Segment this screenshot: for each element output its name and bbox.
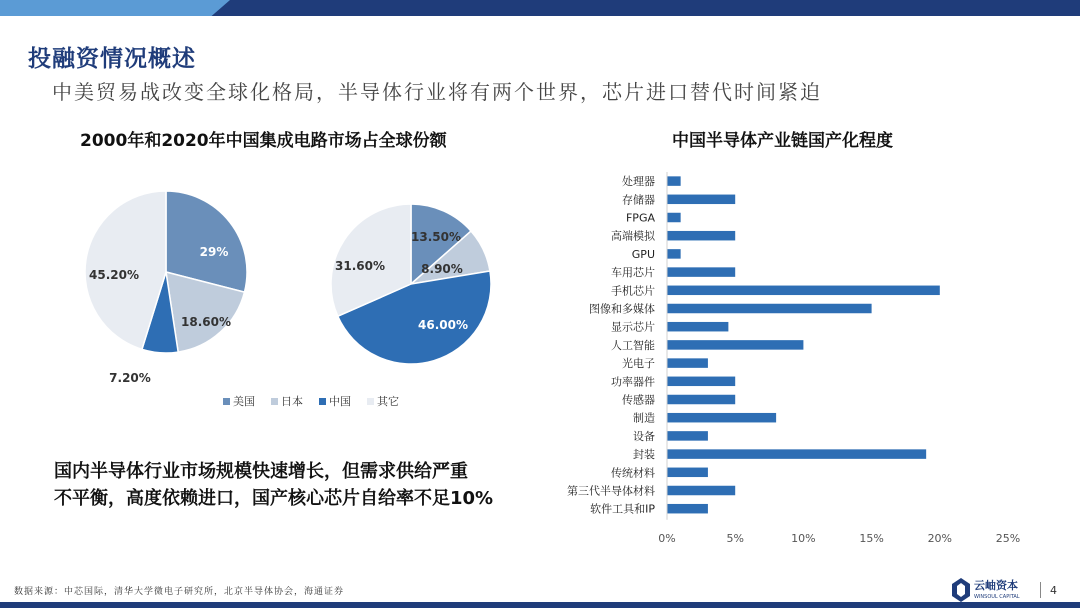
bar-category-label-17: 传统材料 (611, 466, 655, 480)
bar-category-label-13: 传感器 (622, 393, 655, 407)
bar-13 (667, 395, 735, 405)
bar-category-label-5: GPU (631, 247, 655, 261)
pie1-label-3: 7.20% (109, 371, 151, 385)
bar-category-label-14: 制造 (633, 411, 655, 425)
bar-category-label-4: 高端模拟 (611, 229, 655, 243)
statement-line-1: 国内半导体行业市场规模快速增长，但需求供给严重 (54, 461, 468, 482)
bar-category-label-2: 存储器 (622, 193, 655, 207)
bar-x-tick-5: 20% (927, 531, 953, 545)
bar-1 (667, 176, 681, 186)
logo-subtext: WINSOUL CAPITAL (974, 594, 1020, 600)
bar-category-label-8: 图像和多媒体 (589, 302, 655, 316)
pie1-label-1: 29% (199, 245, 229, 259)
legend-swatch-3 (319, 398, 326, 405)
bar-6 (667, 267, 735, 277)
page-subtitle: 中美贸易战改变全球化格局，半导体行业将有两个世界，芯片进口替代时间紧迫 (52, 80, 822, 104)
bar-category-label-10: 人工智能 (611, 338, 655, 352)
legend-swatch-4 (367, 398, 374, 405)
bar-category-label-19: 软件工具和IP (590, 502, 655, 516)
key-statement (54, 458, 554, 512)
legend-label-4: 其它 (377, 395, 399, 408)
page-number: 4 (1050, 584, 1057, 597)
bar-category-label-18: 第三代半导体材料 (567, 484, 655, 498)
bar-18 (667, 486, 735, 496)
bar-11 (667, 358, 708, 368)
bar-x-tick-3: 10% (791, 531, 816, 545)
bar-16 (667, 449, 926, 459)
bar-x-tick-6: 25% (995, 531, 1021, 545)
legend-label-3: 中国 (329, 395, 351, 408)
bar-category-label-7: 手机芯片 (611, 284, 655, 298)
bar-3 (667, 213, 681, 223)
legend-swatch-1 (223, 398, 230, 405)
bar-x-tick-4: 15% (859, 531, 884, 545)
bar-12 (667, 377, 735, 387)
bar-4 (667, 231, 735, 241)
bar-category-label-9: 显示芯片 (611, 320, 655, 334)
logo-text: 云岫资本 (974, 579, 1018, 592)
bar-x-tick-1: 0% (658, 531, 676, 545)
bar-2 (667, 195, 735, 205)
bar-category-label-3: FPGA (625, 211, 655, 225)
bar-category-label-12: 功率器件 (611, 375, 655, 389)
pie2-label-3: 46.00% (418, 318, 468, 332)
top-banner-accent (0, 0, 230, 16)
bar-17 (667, 468, 708, 478)
bottom-band (0, 600, 1080, 608)
bar-15 (667, 431, 708, 441)
bar-19 (667, 504, 708, 514)
bar-category-label-16: 封装 (633, 448, 655, 462)
pie-chart (60, 190, 530, 430)
legend-swatch-2 (271, 398, 278, 405)
bar-chart (540, 168, 1060, 548)
legend-label-1: 美国 (233, 395, 255, 408)
pie-chart-title: 2000年和2020年中国集成电路市场占全球份额 (80, 131, 447, 151)
legend-label-2: 日本 (281, 395, 303, 408)
statement-line-2: 不平衡，高度依赖进口，国产核心芯片自给率不足10% (54, 488, 494, 509)
pie1-label-4: 45.20% (89, 268, 139, 282)
bar-8 (667, 304, 872, 314)
bar-category-label-11: 光电子 (622, 357, 655, 371)
bar-10 (667, 340, 803, 350)
pie2-label-1: 13.50% (411, 230, 461, 244)
pie2-label-2: 8.90% (421, 262, 463, 276)
bar-x-tick-2: 5% (726, 531, 744, 545)
bar-14 (667, 413, 776, 423)
company-logo (950, 576, 1030, 602)
bar-chart-title: 中国半导体产业链国产化程度 (672, 131, 893, 151)
bar-7 (667, 286, 940, 296)
bar-category-label-1: 处理器 (622, 175, 655, 189)
page-title: 投融资情况概述 (28, 46, 196, 72)
bar-5 (667, 249, 681, 259)
bar-9 (667, 322, 728, 332)
pie1-label-2: 18.60% (181, 315, 231, 329)
bar-category-label-15: 设备 (633, 429, 655, 443)
bar-category-label-6: 车用芯片 (611, 266, 655, 280)
data-source: 数据来源：中芯国际，清华大学微电子研究所，北京半导体协会，海通证券 (14, 587, 345, 597)
pie2-label-4: 31.60% (335, 259, 385, 273)
footer-separator (1040, 582, 1041, 598)
